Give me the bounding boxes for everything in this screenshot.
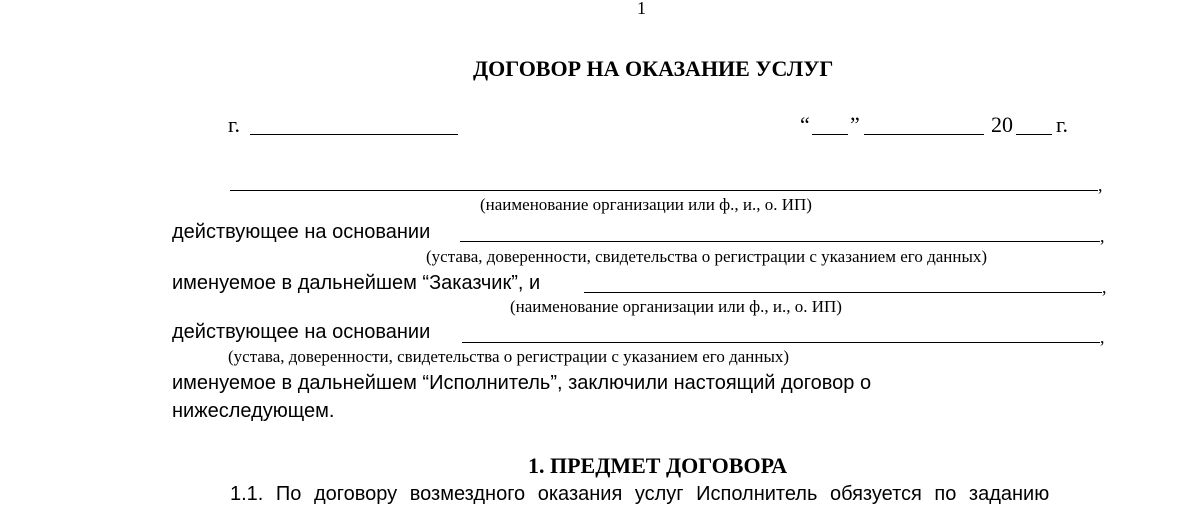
section-1-title: 1. ПРЕДМЕТ ДОГОВОРА — [528, 453, 788, 478]
party1-name-line[interactable] — [230, 190, 1098, 191]
comma: , — [1102, 277, 1107, 297]
party2-hint: (наименование организации или ф., и., о. ИП) — [510, 297, 842, 316]
document-title: ДОГОВОР НА ОКАЗАНИЕ УСЛУГ — [473, 56, 834, 81]
basis1-hint: (устава, доверенности, свидетельства о регистрации с указанием его данных) — [426, 247, 988, 266]
party1-hint: (наименование организации или ф., и., о. ИП) — [480, 195, 812, 214]
year-prefix: 20 — [991, 112, 1013, 137]
year-suffix: г. — [1056, 112, 1069, 137]
day-field-line[interactable] — [812, 134, 848, 135]
city-prefix: г. — [228, 112, 241, 137]
basis-label: действующее на основании — [172, 221, 431, 243]
customer-label: именуемое в дальнейшем “Заказчик”, и — [172, 272, 541, 294]
year-field-line[interactable] — [1016, 134, 1052, 135]
basis-label-2: действующее на основании — [172, 321, 431, 343]
comma: , — [1098, 175, 1103, 195]
comma: , — [1100, 226, 1105, 246]
city-field-line[interactable] — [250, 134, 458, 135]
party2-name-line[interactable] — [584, 292, 1102, 293]
basis1-line[interactable] — [460, 241, 1100, 242]
basis2-hint: (устава, доверенности, свидетельства о регистрации с указанием его данных) — [228, 347, 790, 366]
date-close-quote: ” — [850, 112, 860, 137]
clause-1-1: 1.1. По договору возмездного оказания услуг Исполнитель обязуется по заданию — [230, 483, 1050, 505]
basis2-line[interactable] — [462, 342, 1100, 343]
comma: , — [1100, 327, 1105, 347]
executor-line-2: нижеследующем. — [172, 400, 335, 422]
page-number: 1 — [637, 0, 646, 18]
executor-line: именуемое в дальнейшем “Исполнитель”, заключили настоящий договор о — [172, 372, 872, 394]
date-open-quote: “ — [800, 112, 810, 137]
month-field-line[interactable] — [864, 134, 984, 135]
